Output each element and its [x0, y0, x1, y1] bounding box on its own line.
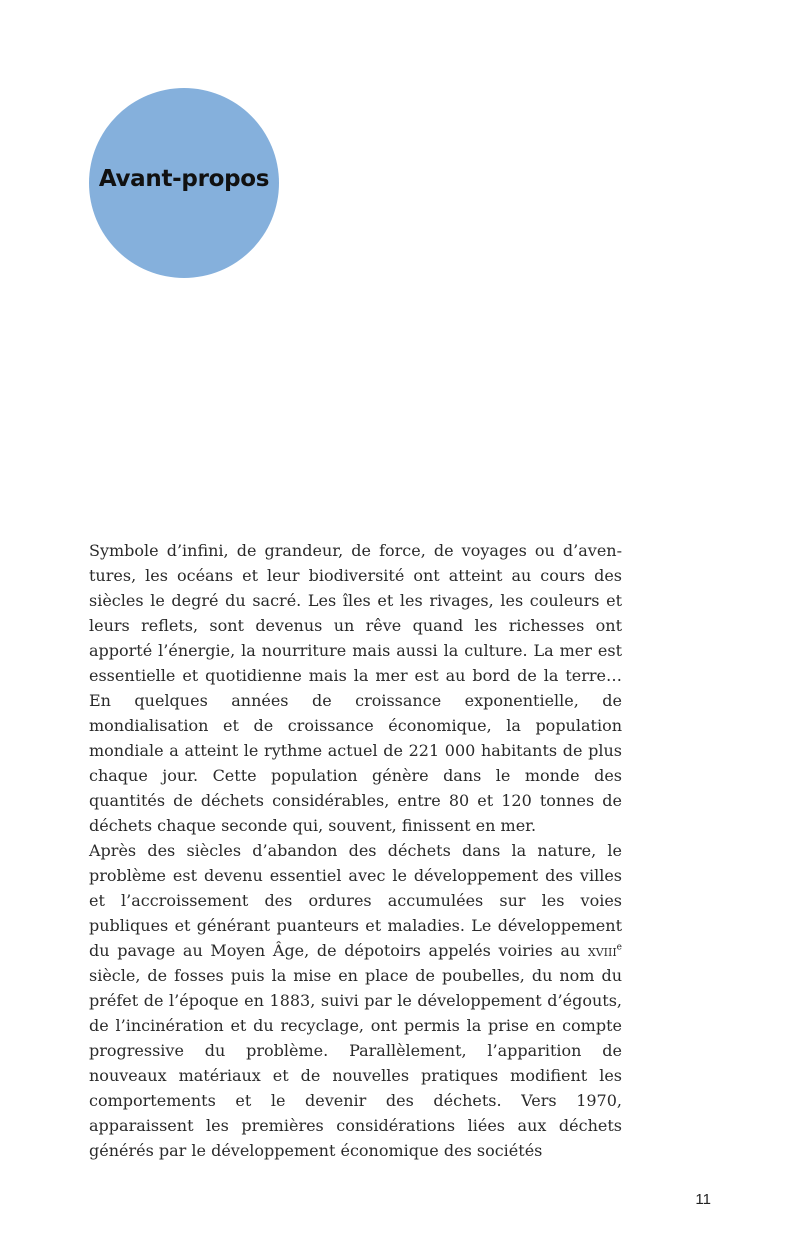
chapter-heading-circle	[89, 88, 279, 278]
body-text	[89, 538, 622, 1163]
chapter-title: Avant-propos	[98, 166, 270, 192]
century-suffix: e	[616, 942, 622, 953]
paragraph-2	[89, 838, 622, 1163]
century-numeral: xviii	[587, 941, 617, 960]
paragraph-2-part-2: siècle, de fosses puis la mise en place de poubelles, du nom du préfet de l’époque en 1883, suivi par le développement d’égouts, de l’incinération et du recyclage, ont permis la prise en compte progressive du problème. Parallèlement, l’apparition de nouveaux matériaux et de nouvelles pratiques modifient les comportements et le devenir des déchets. Vers 1970, apparaissent les premières considérations liées aux déchets générés par le développement économique des sociétés	[89, 966, 622, 1160]
page-number: 11	[695, 1191, 711, 1208]
paragraph-1: Symbole d’infini, de grandeur, de force, de voyages ou d’aventures, les océans et leur biodiversité ont atteint au cours des siècles le degré du sacré. Les îles et les rivages, les couleurs et leurs reflets, sont devenus un rêve quand les richesses ont apporté l’énergie, la nourriture mais aussi la culture. La mer est essentielle et quotidienne mais la mer est au bord de la terre… En quelques années de croissance exponentielle, de mondialisation et de croissance économique, la population mondiale a atteint le rythme actuel de 221 000 habitants de plus chaque jour. Cette population génère dans le monde des quantités de déchets considérables, entre 80 et 120 tonnes de déchets chaque seconde qui, souvent, finissent en mer.	[89, 541, 622, 835]
paragraph-2-part-1: Après des siècles d’abandon des déchets dans la nature, le problème est devenu essentiel avec le développement des villes et l’accroissement des ordures accumulées sur les voies publiques et générant puanteurs et maladies. Le développement du pavage au Moyen Âge, de dépotoirs appelés voiries au	[89, 841, 622, 960]
